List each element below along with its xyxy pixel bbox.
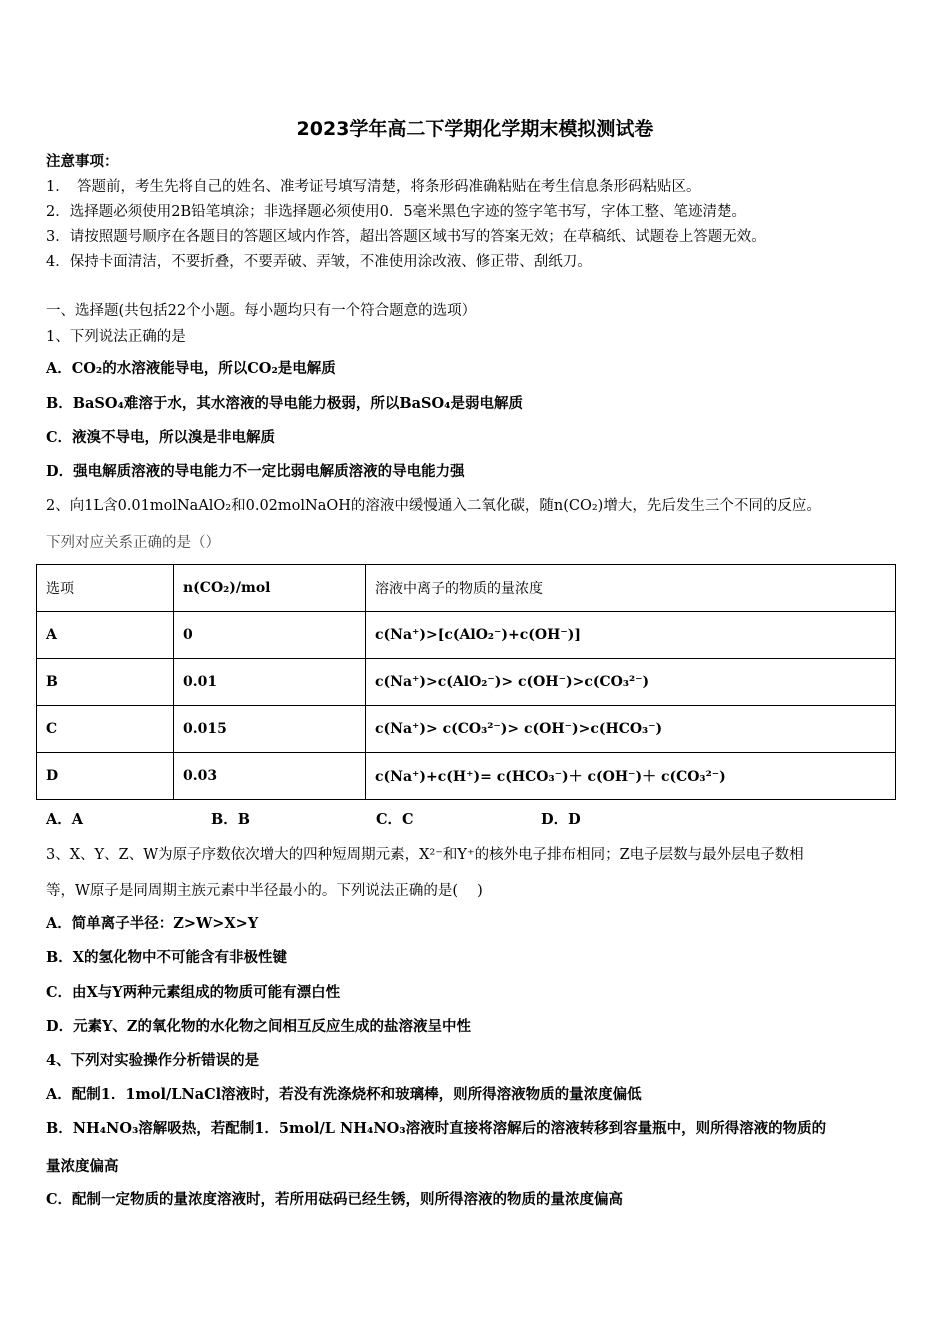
table-cell: C (37, 706, 174, 753)
table-cell: D (37, 753, 174, 800)
question-2-option-a: A．A (46, 811, 84, 828)
question-1-option-d: D．强电解质溶液的导电能力不一定比弱电解质溶液的导电能力强 (46, 463, 465, 480)
table-cell: 0 (174, 612, 366, 659)
question-4-option-b-continued: 量浓度偏高 (46, 1158, 119, 1175)
question-2-option-c: C．C (376, 811, 414, 828)
table-row (37, 753, 896, 800)
table-cell: c(Na⁺)>c(AlO₂⁻)> c(OH⁻)>c(CO₃²⁻) (366, 659, 896, 706)
table-row (37, 706, 896, 753)
section-heading: 一、选择题(共包括22个小题。每小题均只有一个符合题意的选项） (46, 303, 477, 319)
question-2-table (36, 564, 896, 800)
question-4-stem: 4、下列对实验操作分析错误的是 (46, 1052, 260, 1069)
table-cell: c(Na⁺)+c(H⁺)= c(HCO₃⁻)＋ c(OH⁻)＋ c(CO₃²⁻) (366, 753, 896, 800)
table-header-cell: n(CO₂)/mol (174, 565, 366, 612)
question-1-option-b: B．BaSO₄难溶于水，其水溶液的导电能力极弱，所以BaSO₄是弱电解质 (46, 395, 523, 412)
notice-item: 2．选择题必须使用2B铅笔填涂；非选择题必须使用0．5毫米黑色字迹的签字笔书写，字体工整、笔迹清楚。 (46, 204, 747, 220)
question-3-option-d: D．元素Y、Z的氧化物的水化物之间相互反应生成的盐溶液呈中性 (46, 1018, 472, 1035)
table-cell: 0.03 (174, 753, 366, 800)
table-cell: c(Na⁺)> c(CO₃²⁻)> c(OH⁻)>c(HCO₃⁻) (366, 706, 896, 753)
question-4-option-a: A．配制1．1mol/LNaCl溶液时，若没有洗涤烧杯和玻璃棒，则所得溶液物质的量浓度偏低 (46, 1086, 642, 1103)
question-2-option-d: D．D (541, 811, 581, 828)
question-1-option-a: A．CO₂的水溶液能导电，所以CO₂是电解质 (46, 360, 336, 377)
question-2-stem: 2、向1L含0.01molNaAlO₂和0.02molNaOH的溶液中缓慢通入二氧化碳，随n(CO₂)增大，先后发生三个不同的反应。 (46, 498, 821, 514)
question-4-option-c: C．配制一定物质的量浓度溶液时，若所用砝码已经生锈，则所得溶液的物质的量浓度偏高 (46, 1191, 624, 1208)
table-header-cell: 选项 (37, 565, 174, 612)
table-cell: B (37, 659, 174, 706)
question-3-option-b: B．X的氢化物中不可能含有非极性键 (46, 949, 288, 966)
question-3-stem: 3、X、Y、Z、W为原子序数依次增大的四种短周期元素，X²⁻和Y⁺的核外电子排布相同；Z电子层数与最外层电子数相 (46, 847, 804, 863)
question-1-stem: 1、下列说法正确的是 (46, 329, 186, 345)
notice-item: 3．请按照题号顺序在各题目的答题区域内作答，超出答题区域书写的答案无效；在草稿纸、试题卷上答题无效。 (46, 229, 766, 245)
table-cell: 0.01 (174, 659, 366, 706)
table-cell: 0.015 (174, 706, 366, 753)
question-3-stem-continued: 等，W原子是同周期主族元素中半径最小的。下列说法正确的是( ) (46, 883, 483, 899)
table-row (37, 612, 896, 659)
page-title: 2023学年高二下学期化学期末模拟测试卷 (296, 118, 654, 140)
question-2-stem-continued: 下列对应关系正确的是（） (46, 535, 220, 551)
question-2-options (46, 810, 706, 830)
question-3-option-c: C．由X与Y两种元素组成的物质可能有漂白性 (46, 984, 341, 1001)
table-cell: A (37, 612, 174, 659)
table-header-row (37, 565, 896, 612)
question-4-option-b: B．NH₄NO₃溶解吸热，若配制1．5mol/L NH₄NO₃溶液时直接将溶解后的溶液转移到容量瓶中，则所得溶液的物质的 (46, 1120, 827, 1137)
table-header-cell: 溶液中离子的物质的量浓度 (366, 565, 896, 612)
table-cell: c(Na⁺)>[c(AlO₂⁻)+c(OH⁻)] (366, 612, 896, 659)
notice-item: 4．保持卡面清洁，不要折叠，不要弄破、弄皱，不准使用涂改液、修正带、刮纸刀。 (46, 254, 592, 270)
notice-heading: 注意事项： (46, 153, 119, 170)
table-row (37, 659, 896, 706)
notice-item: 1． 答题前，考生先将自己的姓名、准考证号填写清楚，将条形码准确粘贴在考生信息条形码粘贴区。 (46, 179, 701, 195)
question-3-option-a: A．简单离子半径：Z>W>X>Y (46, 915, 259, 932)
question-2-option-b: B．B (211, 811, 251, 828)
question-1-option-c: C．液溴不导电，所以溴是非电解质 (46, 429, 276, 446)
